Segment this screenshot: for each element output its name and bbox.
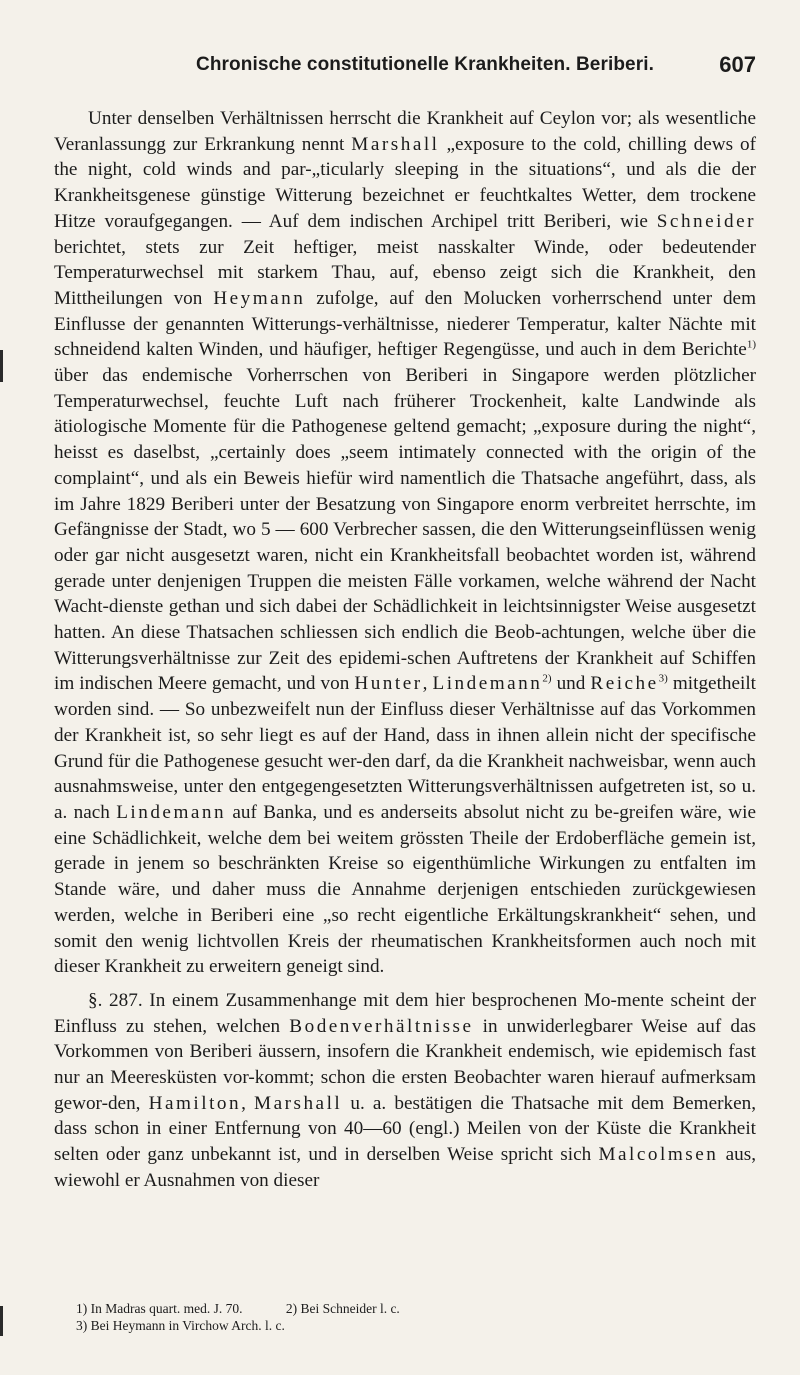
book-page — [0, 38, 800, 1375]
running-head — [54, 38, 756, 94]
text-run: zufolge, auf den Molucken vorherrschend unter dem Einflusse der genannten Witterungs-verhältnisse, niederer Temperatur, kalter Nächte mit schneidend kalten Winden, und häufiger, heftiger Regengüsse, und auch in dem Berichte — [54, 287, 757, 361]
text-run: über das endemische Vorherrschen von Beriberi in Singapore werden plötzlicher Temperaturwechsel, feuchte Luft nach früherer Trockenheit, kalte Landwinde als ätiologische Momente für die Pathogenese geltend gemacht; „exposure during the night“, heisst es daselbst, „certainly does „seem intimately connected with the origin of the complaint“, und als ein Beweis hiefür wird namentlich die Thatsache angeführt, dass, als im Jahre 1829 Beriberi unter der Besatzung von Singapore enorm verbreitet herrschte, im Gefängnisse der Stadt, wo 5 — 600 Verbrecher sassen, die den Witterungseinflüssen wenig oder gar nicht ausgesetzt waren, nicht ein Krankheitsfall beobachtet worden ist, während gerade unter denjenigen Truppen die meisten Fälle vorkamen, welche während der Nacht Wacht-dienste gethan und sich dabei der Schädlichkeit in leichtsinnigster Weise ausgesetzt hatten. An diese Thatsachen schliessen sich endlich die Beob-achtungen, welche über die Witterungsverhältnisse zur Zeit des epidemi-schen Auftretens der Krankheit auf Schiffen im indischen Meere gemacht, und von — [54, 365, 756, 695]
margin-mark — [0, 350, 3, 382]
spaced-name: Marshall — [351, 133, 440, 155]
text-run: berichtet, stets zur Zeit heftiger, meist nasskalter Winde, oder bedeutender Temperaturwechsel mit starkem Thau, auf, ebenso zeigt sich die Krankheit, den Mittheilungen von — [54, 236, 756, 309]
text-run: mitgetheilt worden sind. — So unbezweifelt nun der Einfluss dieser Verhältnisse auf das Vorkommen der Krankheit ist, so sehr liegt es auf der Hand, dass in ihnen allein nicht der specifische Grund für die Pathogenese gesucht wer-den darf, da die Krankheit nachweisbar, wenn auch ausnahmsweise, unter den entgegengesetzten Witterungsverhältnissen aufgetreten ist, so u. a. nach — [54, 673, 757, 823]
footnote-2: 2) Bei Schneider l. c. — [285, 1301, 400, 1316]
footnote-1: 1) In Madras quart. med. J. 70. — [76, 1301, 243, 1316]
spaced-name: Hamilton — [148, 1092, 242, 1114]
spaced-name: Lindemann — [432, 673, 543, 695]
running-title: Chronische constitutionelle Krankheiten. Beriberi. — [196, 54, 654, 75]
text-run: „exposure to the cold, chilling dews of the night, cold winds and par-„ticularly sleeping in the situations“, und als die der Krankheitsgenese günstige Witterung bezeichnet er feuchtkaltes Wetter, dem trockene Hitze voraufgegangen. — Auf dem indischen Archipel tritt Beriberi, wie — [54, 133, 756, 232]
spaced-name: Marshall — [254, 1092, 343, 1114]
footnote-3: 3) Bei Heymann in Virchow Arch. l. c. — [76, 1318, 285, 1333]
spaced-name: Hunter — [354, 673, 423, 695]
footnote-line — [76, 1317, 440, 1334]
footnote-ref: 3) — [658, 673, 668, 686]
text-run: aus, wiewohl er Ausnahmen von dieser — [54, 1144, 756, 1191]
text-run: u. a. bestätigen die Thatsache mit dem Bemerken, dass schon in einer Entfernung von 40—60 (engl.) Meilen von der Küste die Krankheit selten oder ganz unbekannt ist, und in derselben Weise spricht sich — [54, 1092, 756, 1166]
paragraph — [54, 988, 756, 1194]
text-run: in unwiderlegbarer Weise auf das Vorkommen von Beriberi äussern, insofern die Krankheit endemisch, wie epidemisch fast nur an Meeresküsten vor-kommt; schon die ersten Beobachter waren hierauf aufmerksam gewor-den, — [54, 1015, 757, 1114]
spaced-name: Bodenverhältnisse — [289, 1015, 474, 1037]
paragraph — [54, 106, 756, 980]
footnote-ref: 2) — [542, 673, 552, 686]
footnote-line — [76, 1300, 440, 1317]
text-run: und — [551, 673, 591, 695]
spaced-name: Malcolmsen — [598, 1144, 719, 1166]
spaced-name: Schneider — [656, 210, 756, 232]
spaced-name: Heymann — [213, 287, 306, 309]
spaced-name: Lindemann — [116, 801, 227, 823]
text-run: , — [241, 1092, 255, 1114]
spaced-name: Reiche — [590, 673, 659, 695]
footnotes — [54, 1300, 440, 1334]
page-number: 607 — [719, 52, 756, 77]
margin-mark — [0, 1306, 3, 1336]
text-run: §. 287. In einem Zusammenhange mit dem hier besprochenen Mo-mente scheint der Einfluss zu stehen, welchen — [54, 989, 756, 1037]
text-run: , — [422, 673, 433, 695]
body-text — [54, 106, 756, 1194]
text-run: Unter denselben Verhältnissen herrscht die Krankheit auf Ceylon vor; als wesentliche Veranlassungg zur Erkrankung nennt — [54, 108, 756, 155]
text-run: auf Banka, und es anderseits absolut nicht zu be-greifen wäre, wie eine Schädlichkeit, welche dem bei weitem grössten Theile der Erdoberfläche gemein ist, gerade in jenem so beschränkten Kreise so eigenthümliche Wirkungen zu entfalten im Stande wäre, und daher muss die Annahme derjenigen entschieden zurückgewiesen werden, welche in Beriberi eine „so recht eigentliche Erkältungskrankheit“ sehen, und somit den wenig lichtvollen Kreis der rheumatischen Krankheitsformen auch noch mit dieser Krankheit zu erweitern geneigt sind. — [54, 801, 756, 978]
footnote-ref: 1) — [746, 338, 756, 351]
